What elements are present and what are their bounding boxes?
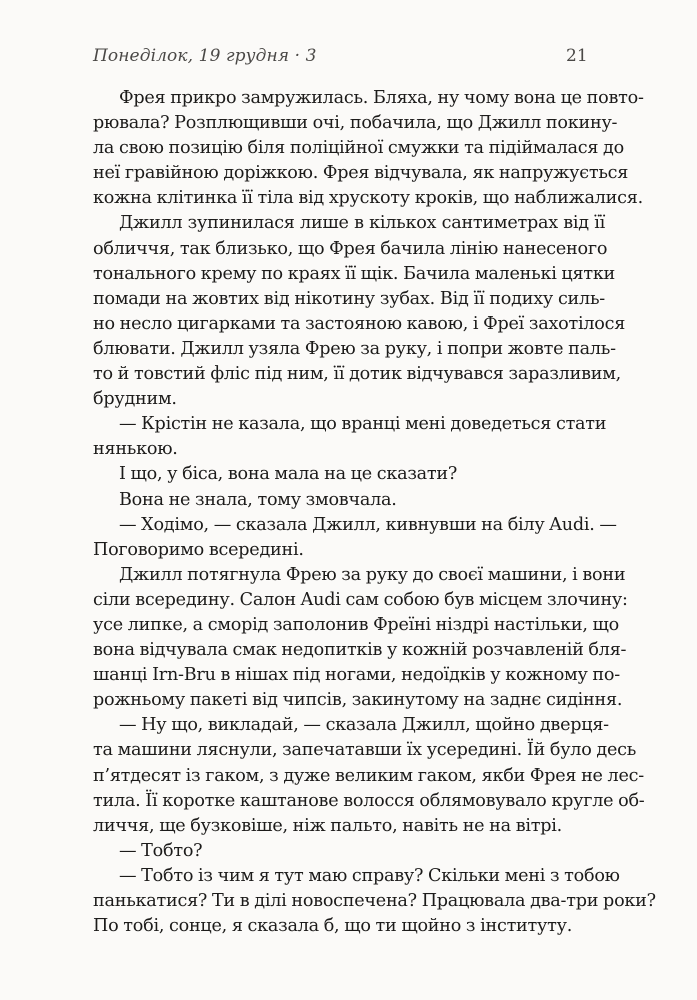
text-line: блювати. Джилл узяла Фрею за руку, і попри жовте паль-: [93, 338, 616, 359]
text-line: Вона не знала, тому змовчала.: [119, 489, 397, 510]
text-line: — Тобто із чим я тут маю справу? Скільки мені з тобою: [119, 865, 620, 886]
text-line: брудним.: [93, 389, 177, 410]
text-line: вона відчувала смак недопитків у кожній розчавленій бля-: [93, 640, 627, 661]
text-line: Джилл зупинилася лише в кількох сантиметрах від її: [119, 213, 605, 234]
text-line: тила. Її коротке каштанове волосся облямовувало кругле об-: [93, 790, 645, 811]
text-line: тонального крему по краях її щік. Бачила маленькі цятки: [93, 263, 616, 284]
text-line: Джилл потягнула Фрею за руку до своєї машини, і вони: [119, 564, 626, 585]
text-line: то й товстий фліс під ним, її дотик відчувався заразливим,: [93, 364, 621, 385]
text-line: — Ходімо, — сказала Джилл, кивнувши на білу Audi. —: [119, 514, 617, 535]
text-line: п’ятдесят із гаком, з дуже великим гаком, якби Фрея не лес-: [93, 765, 644, 786]
text-line: — Тобто?: [119, 840, 203, 861]
text-line: шанці Irn-Bru в нішах під ногами, недоїдків у кожному по-: [93, 665, 620, 686]
text-line: кожна клітинка її тіла від хрускоту кроків, що наближалися.: [93, 188, 643, 209]
text-line: сіли всередину. Салон Audi сам собою був місцем злочину:: [93, 589, 628, 610]
text-line: По тобі, сонце, я сказала б, що ти щойно з інституту.: [93, 916, 573, 937]
text-line: І що, у біса, вона мала на це сказати?: [119, 464, 458, 485]
text-line: обличчя, так близько, що Фрея бачила лінію нанесеного: [93, 238, 608, 259]
text-line: рожньому пакеті від чипсів, закинутому на заднє сидіння.: [93, 690, 623, 711]
text-line: нянькою.: [93, 439, 178, 460]
running-head: Понеділок, 19 грудня · 3: [93, 46, 317, 66]
text-line: но несло цигарками та застояною кавою, і Фреї захотілося: [93, 313, 626, 334]
text-line: — Ну що, викладай, — сказала Джилл, щойно дверця-: [119, 715, 609, 736]
text-line: Поговоримо всередині.: [93, 539, 304, 560]
text-line: Фрея прикро замружилась. Бляха, ну чому вона це повто-: [119, 88, 644, 108]
text-line: ла свою позицію біля поліційної смужки та підіймалася до: [93, 138, 624, 159]
text-line: помади на жовтих від нікотину зубах. Від її подиху силь-: [93, 288, 605, 309]
text-line: усе липке, а сморід заполонив Фреїні ніздрі настільки, що: [93, 614, 619, 635]
text-line: рювала? Розплющивши очі, побачила, що Джилл покину-: [93, 113, 618, 134]
text-line: — Крістін не казала, що вранці мені доведеться стати: [119, 414, 607, 435]
text-line: неї гравійною доріжкою. Фрея відчувала, як напружується: [93, 163, 629, 184]
body-text: [93, 86, 656, 939]
text-line: личчя, ще бузковіше, ніж пальто, навіть не на вітрі.: [93, 815, 562, 836]
text-line: та машини ляснули, запечатавши їх усередині. Їй було десь: [93, 740, 637, 761]
text-line: панькатися? Ти в ділі новоспечена? Працювала два-три роки?: [93, 891, 656, 911]
page-number: 21: [566, 46, 588, 66]
